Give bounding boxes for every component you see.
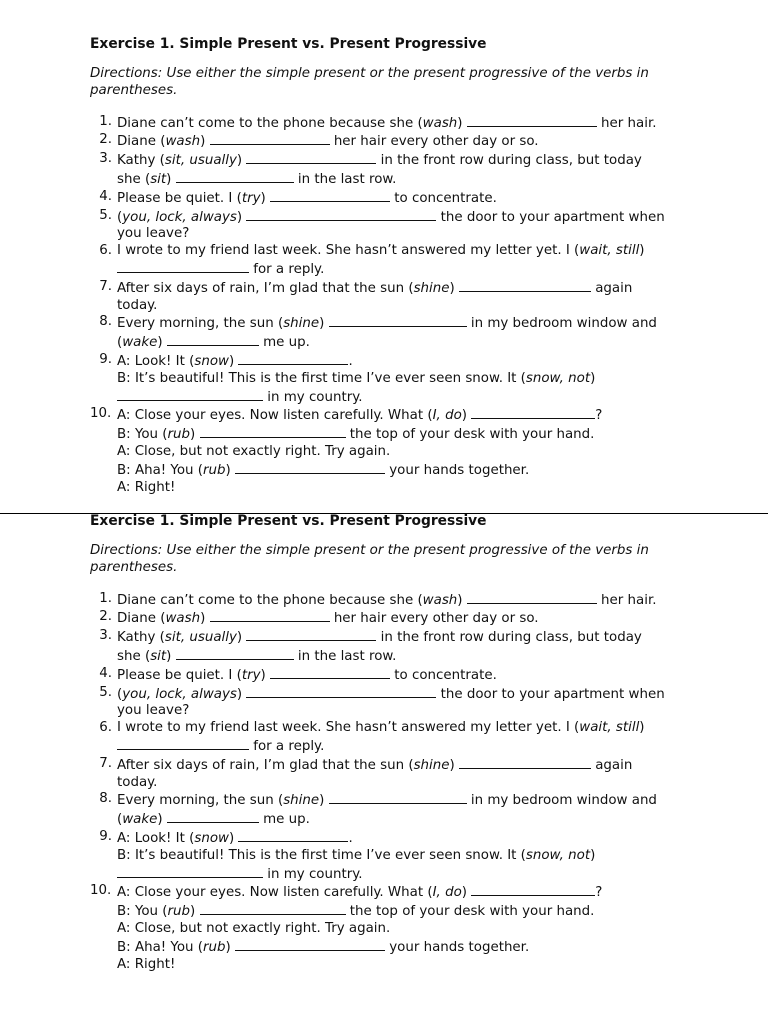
item-text: ) [228,830,239,846]
answer-blank[interactable] [200,902,346,915]
answer-blank[interactable] [176,170,294,183]
item-number: 10. [90,883,112,899]
item-text: ) [200,611,210,627]
verb-hint: rub [167,427,191,443]
item-line [117,685,690,704]
item-text: A: Look! It ( [117,830,195,846]
item-text: ) [166,171,176,187]
verb-hint: sit, usually [164,153,237,169]
item-text: your hands together. [384,939,530,955]
item-text: A: Look! It ( [117,353,195,369]
item-text: for a reply. [249,738,325,754]
item-line [117,921,690,938]
item-text: her hair every other day or so. [329,611,539,627]
item-text: A: Close, but not exactly right. Try again. [117,920,391,936]
item-text: ( [117,686,123,702]
verb-hint: you, lock, always [122,686,237,702]
item-text: ? [595,408,603,424]
item-text: A: Right! [117,956,176,972]
item-text: ) [236,209,247,225]
item-text: ) [449,757,459,773]
item-line [117,737,690,756]
verb-hint: try [241,667,261,683]
item-number: 1. [99,113,112,129]
item-line [117,388,690,407]
exercise-item [90,883,690,973]
verb-hint: rub [203,462,226,478]
verb-hint: wash [165,611,201,627]
answer-blank[interactable] [459,279,591,292]
item-text: to concentrate. [390,190,497,206]
item-text: to concentrate. [390,667,497,683]
verb-hint: snow [194,830,229,846]
exercise-item [90,591,690,610]
item-line [117,114,690,133]
answer-blank[interactable] [467,114,597,127]
exercise-item [90,720,690,756]
item-text: ) [225,939,235,955]
verb-hint: wash [422,115,458,131]
verb-hint: shine [283,793,320,809]
answer-blank[interactable] [246,151,376,164]
answer-blank[interactable] [270,666,390,679]
verb-hint: rub [167,904,191,920]
exercise-item [90,243,690,279]
item-line [117,226,690,243]
item-text: ) [461,408,472,424]
answer-blank[interactable] [117,737,249,750]
item-line [117,666,690,685]
item-text: she ( [117,171,151,187]
item-text: ) [457,115,467,131]
item-text: I wrote to my friend last week. She hasn’t answered my letter yet. I ( [117,720,580,736]
item-line [117,461,690,480]
item-number: 4. [99,665,112,681]
item-text: ) [260,190,271,206]
item-text: Diane ( [117,611,166,627]
item-line [117,371,690,388]
answer-blank[interactable] [329,314,467,327]
item-text: After six days of rain, I’m glad that the sun ( [117,280,414,296]
item-line [117,444,690,461]
item-line [117,480,690,497]
exercise-item [90,829,690,883]
item-line [117,406,690,425]
item-line [117,775,690,792]
verb-hint: shine [413,280,450,296]
exercise-item [90,279,690,315]
item-text: ) [190,904,200,920]
item-text: ) [319,316,329,332]
item-line [117,848,690,865]
item-text: ) [236,686,247,702]
item-line [117,609,690,628]
verb-hint: sit [150,171,167,187]
item-text: your hands together. [384,462,530,478]
answer-blank[interactable] [471,883,595,896]
item-line [117,314,690,333]
item-text: she ( [117,648,151,664]
item-number: 6. [99,243,112,259]
item-number: 4. [99,188,112,204]
item-number: 8. [99,791,112,807]
item-text: me up. [258,335,310,351]
answer-blank[interactable] [117,388,263,401]
item-line [117,151,690,170]
item-number: 3. [99,151,112,167]
exercise-title: Exercise 1. Simple Present vs. Present Progressive [90,513,487,529]
item-text: ) [457,592,467,608]
item-text: ) [590,847,596,863]
item-text: B: It’s beautiful! This is the first time I’ve ever seen snow. It ( [117,847,526,863]
item-text: the door to your apartment when [436,686,665,702]
verb-hint: sit [150,648,167,664]
item-text: for a reply. [249,261,325,277]
item-text: A: Close, but not exactly right. Try again. [117,443,391,459]
worksheet-copy-2 [90,512,690,973]
item-text: . [348,830,353,846]
item-text: today. [117,774,158,790]
answer-blank[interactable] [200,425,346,438]
item-text: B: It’s beautiful! This is the first time I’ve ever seen snow. It ( [117,370,526,386]
verb-hint: I, do [432,408,462,424]
item-text: her hair. [596,115,657,131]
item-text: ) [639,720,645,736]
answer-blank[interactable] [235,461,385,474]
item-line [117,810,690,829]
verb-hint: wait, still [579,243,640,259]
item-text: ) [166,648,176,664]
item-line [117,883,690,902]
item-number: 9. [99,828,112,844]
item-text: in the last row. [293,171,397,187]
item-text: the top of your desk with your hand. [345,427,595,443]
item-line [117,208,690,227]
verb-hint: I, do [432,885,462,901]
item-text: ) [157,812,167,828]
exercise-item [90,666,690,685]
item-line [117,703,690,720]
item-text: the door to your apartment when [436,209,665,225]
item-number: 5. [99,207,112,223]
exercise-item [90,756,690,792]
item-line [117,243,690,260]
item-text: ) [236,630,247,646]
answer-blank[interactable] [117,865,263,878]
item-line [117,628,690,647]
item-text: ) [228,353,239,369]
item-line [117,170,690,189]
item-number: 5. [99,684,112,700]
exercise-item [90,151,690,189]
item-number: 7. [99,755,112,771]
verb-hint: wash [165,134,201,150]
item-number: 10. [90,406,112,422]
answer-blank[interactable] [459,756,591,769]
item-text: Please be quiet. I ( [117,190,242,206]
verb-hint: wait, still [579,720,640,736]
answer-blank[interactable] [117,260,249,273]
exercise-item [90,189,690,208]
item-text: ) [260,667,271,683]
item-line [117,189,690,208]
item-text: in my country. [263,389,363,405]
answer-blank[interactable] [246,208,436,221]
item-text: Kathy ( [117,630,165,646]
item-text: ) [157,335,167,351]
answer-blank[interactable] [467,591,597,604]
item-text: again [590,757,633,773]
verb-hint: you, lock, always [122,209,237,225]
exercise-item [90,791,690,829]
exercise-item [90,352,690,406]
item-text: in my country. [263,866,363,882]
item-number: 2. [99,132,112,148]
item-line [117,902,690,921]
item-text: ? [595,885,603,901]
answer-blank[interactable] [246,685,436,698]
item-text: in the front row during class, but today [376,630,642,646]
item-text: again [590,280,633,296]
item-number: 1. [99,590,112,606]
item-text: in my bedroom window and [466,316,657,332]
verb-hint: sit, usually [164,630,237,646]
item-text: ) [236,153,247,169]
item-text: B: Aha! You ( [117,939,203,955]
item-text: Kathy ( [117,153,165,169]
answer-blank[interactable] [329,791,467,804]
verb-hint: wake [122,335,158,351]
item-number: 2. [99,609,112,625]
item-text: B: You ( [117,427,168,443]
item-text: ) [319,793,329,809]
item-text: in the front row during class, but today [376,153,642,169]
verb-hint: shine [413,757,450,773]
verb-hint: wash [422,592,458,608]
item-line [117,829,690,848]
answer-blank[interactable] [270,189,390,202]
answer-blank[interactable] [238,352,348,365]
verb-hint: snow, not [525,370,591,386]
item-text: ) [590,370,596,386]
item-number: 7. [99,278,112,294]
item-line [117,756,690,775]
item-text: After six days of rain, I’m glad that the sun ( [117,757,414,773]
item-text: A: Right! [117,479,176,495]
worksheet-copy-1 [90,35,690,496]
item-text: Diane ( [117,134,166,150]
item-text: her hair. [596,592,657,608]
item-number: 6. [99,720,112,736]
exercise-list [90,591,690,974]
item-line [117,279,690,298]
item-text: I wrote to my friend last week. She hasn’t answered my letter yet. I ( [117,243,580,259]
item-line [117,591,690,610]
verb-hint: snow, not [525,847,591,863]
item-line [117,957,690,974]
item-line [117,938,690,957]
item-line [117,865,690,884]
answer-blank[interactable] [246,628,376,641]
verb-hint: rub [203,939,226,955]
item-line [117,132,690,151]
item-text: . [348,353,353,369]
verb-hint: snow [194,353,229,369]
item-line [117,720,690,737]
item-text: ) [639,243,645,259]
answer-blank[interactable] [167,810,259,823]
answer-blank[interactable] [210,132,330,145]
item-line [117,298,690,315]
item-text: Please be quiet. I ( [117,667,242,683]
exercise-item [90,314,690,352]
item-text: ( [117,335,123,351]
directions: Directions: Use either the simple present or the present progressive of the verbs in parentheses. [90,543,649,575]
item-text: you leave? [117,703,190,719]
item-number: 9. [99,351,112,367]
verb-hint: try [241,190,261,206]
item-line [117,260,690,279]
item-text: you leave? [117,226,190,242]
item-text: today. [117,297,158,313]
item-text: in the last row. [293,648,397,664]
item-line [117,425,690,444]
verb-hint: shine [283,316,320,332]
exercise-item [90,628,690,666]
item-text: her hair every other day or so. [329,134,539,150]
item-text: A: Close your eyes. Now listen carefully. What ( [117,408,433,424]
item-text: Diane can’t come to the phone because she ( [117,115,423,131]
item-text: Every morning, the sun ( [117,793,284,809]
exercise-item [90,114,690,133]
answer-blank[interactable] [238,829,348,842]
exercise-item [90,208,690,244]
item-line [117,352,690,371]
item-text: A: Close your eyes. Now listen carefully. What ( [117,885,433,901]
item-text: ) [449,280,459,296]
answer-blank[interactable] [167,333,259,346]
exercise-title: Exercise 1. Simple Present vs. Present Progressive [90,36,487,52]
exercise-item [90,406,690,496]
item-line [117,647,690,666]
item-text: ) [225,462,235,478]
item-text: me up. [258,812,310,828]
item-text: B: You ( [117,904,168,920]
exercise-item [90,132,690,151]
item-text: ) [200,134,210,150]
item-text: in my bedroom window and [466,793,657,809]
item-number: 3. [99,628,112,644]
item-line [117,791,690,810]
answer-blank[interactable] [235,938,385,951]
answer-blank[interactable] [210,609,330,622]
item-number: 8. [99,314,112,330]
exercise-list [90,114,690,497]
item-text: the top of your desk with your hand. [345,904,595,920]
item-text: ( [117,812,123,828]
directions: Directions: Use either the simple present or the present progressive of the verbs in parentheses. [90,66,649,98]
verb-hint: wake [122,812,158,828]
answer-blank[interactable] [471,406,595,419]
item-text: ( [117,209,123,225]
item-text: Diane can’t come to the phone because she ( [117,592,423,608]
exercise-item [90,609,690,628]
item-text: B: Aha! You ( [117,462,203,478]
item-line [117,333,690,352]
item-text: Every morning, the sun ( [117,316,284,332]
exercise-item [90,685,690,721]
item-text: ) [190,427,200,443]
item-text: ) [461,885,472,901]
answer-blank[interactable] [176,647,294,660]
